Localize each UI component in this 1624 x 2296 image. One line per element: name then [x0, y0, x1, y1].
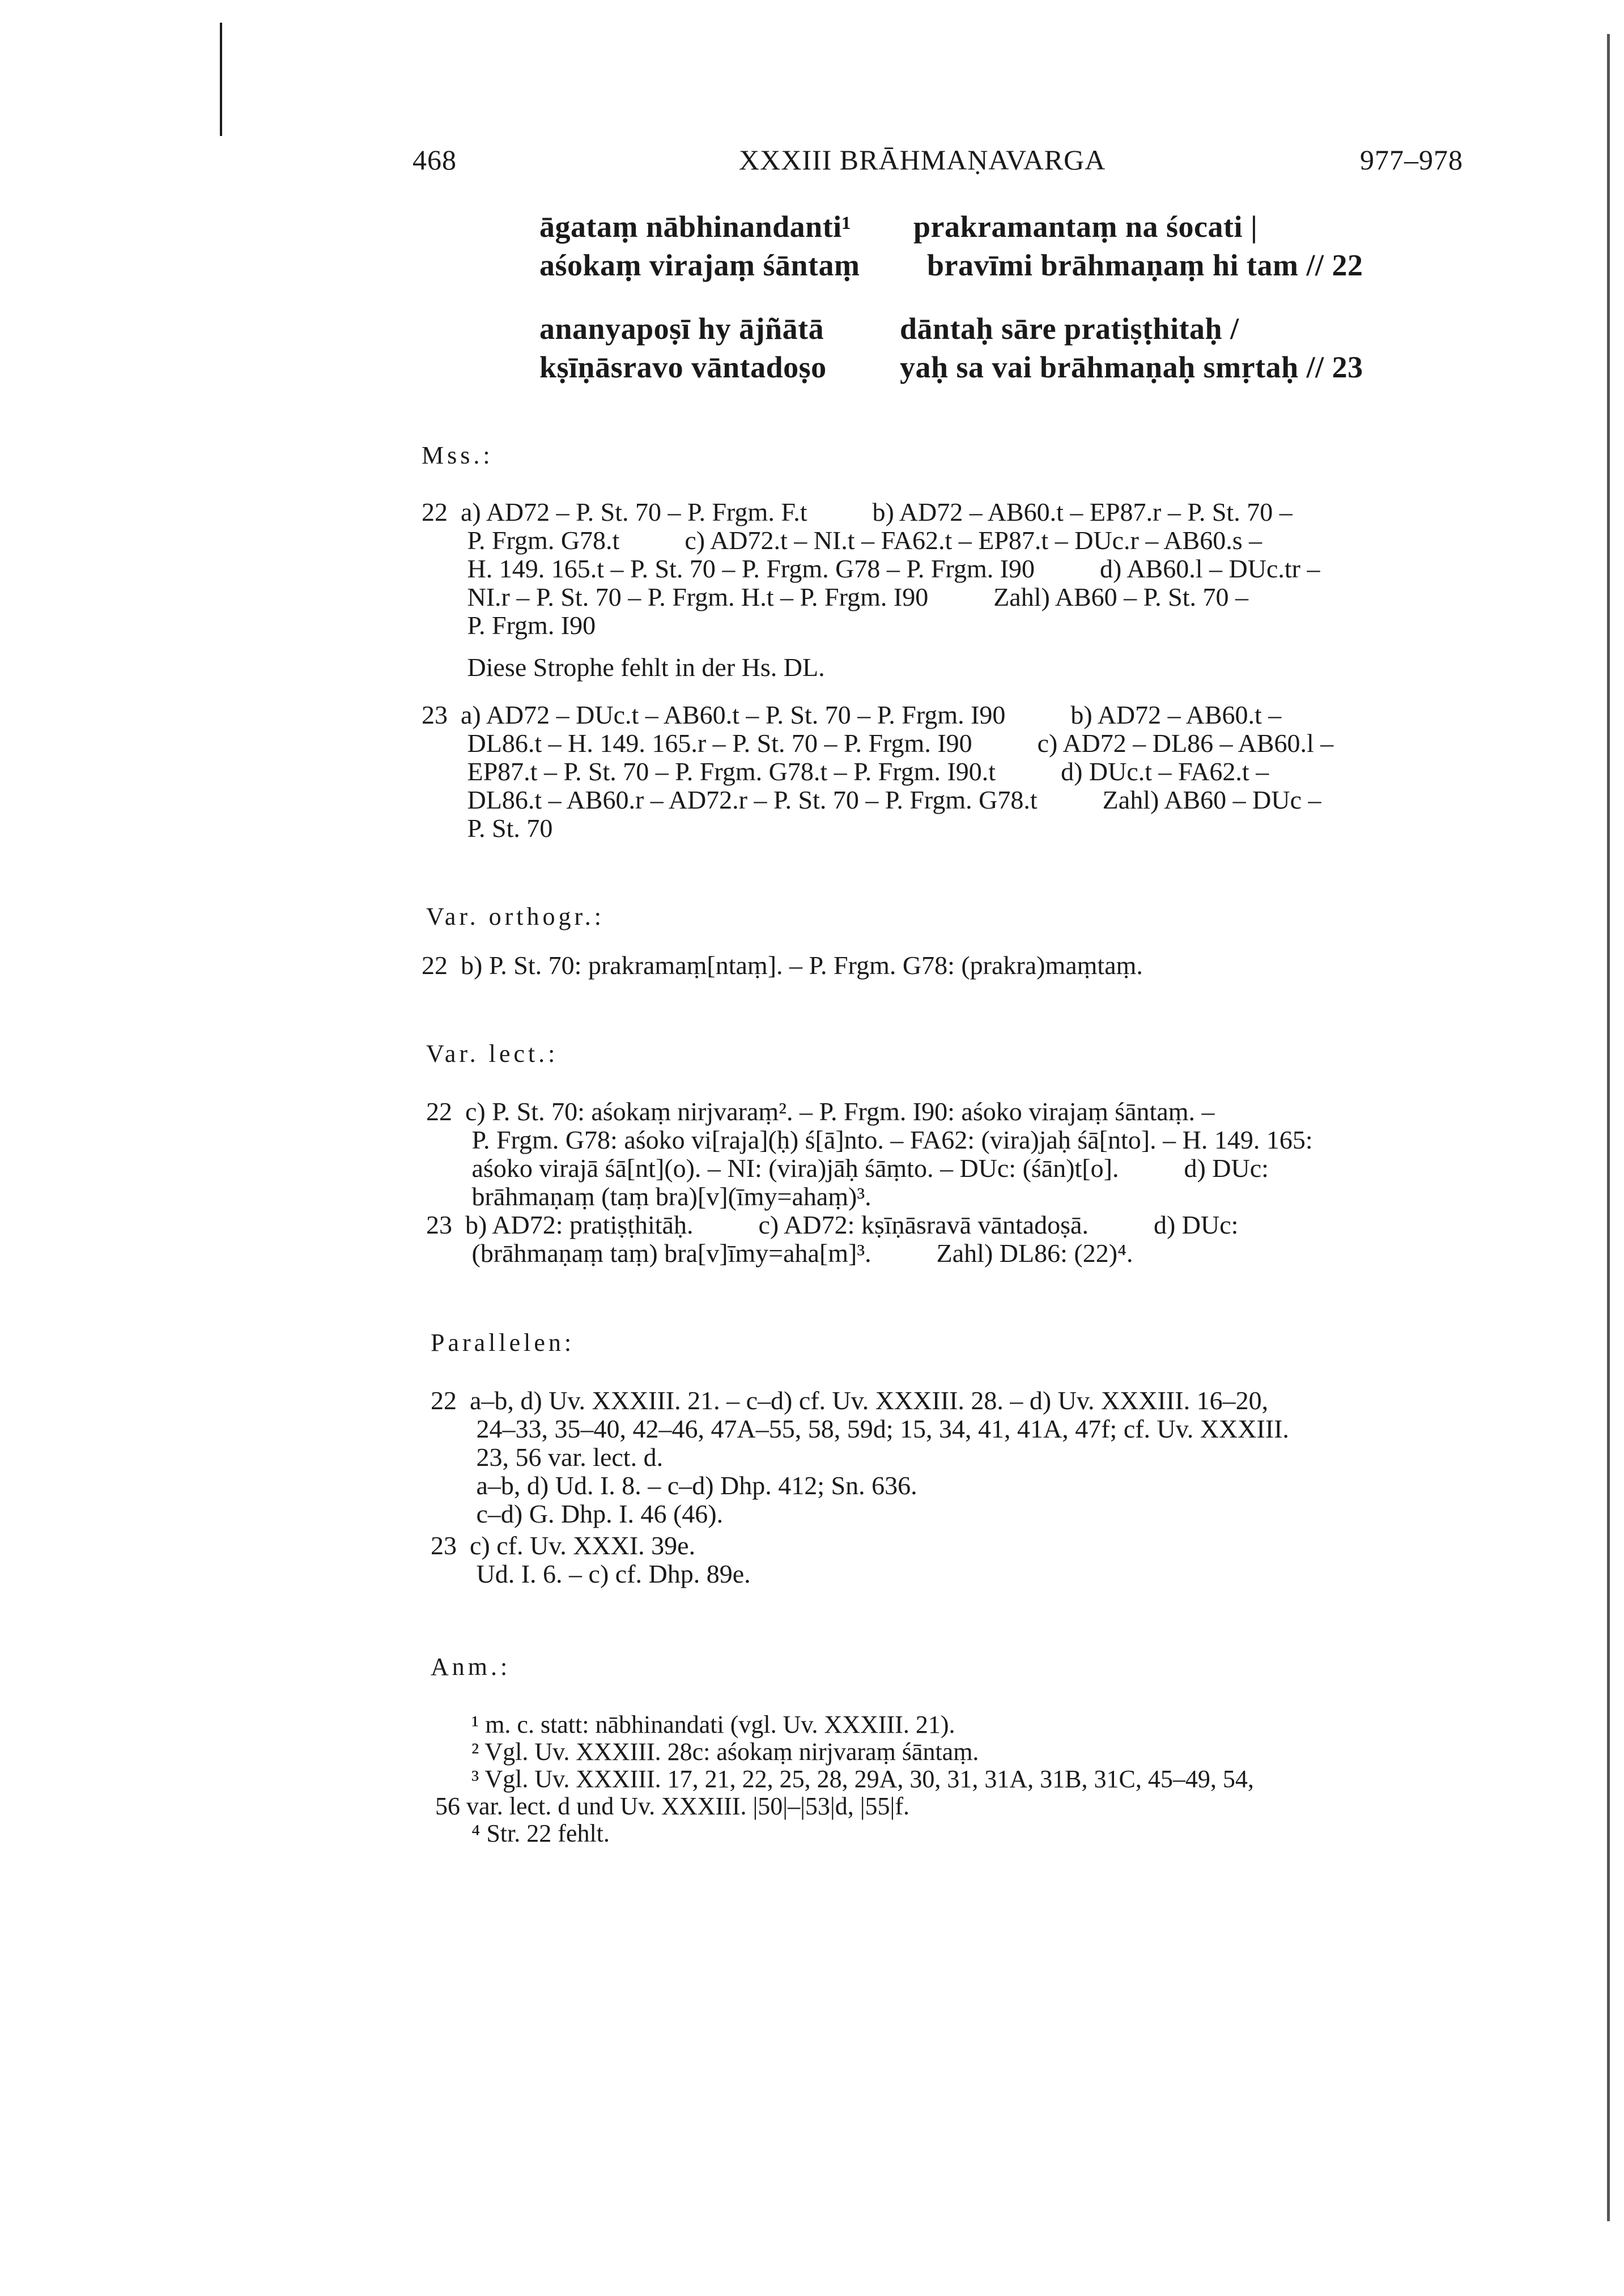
lect-line: aśoko virajā śā[nt](o). – NI: (vira)jāḥ śāṃto. – DUc: (śān)t[o]. d) DUc:: [426, 1154, 1269, 1183]
verse-23-a-left: ananyapoṣī hy ājñātā: [539, 312, 824, 346]
verse-23-b-left: kṣīṇāsravo vāntadoṣo: [539, 350, 827, 384]
parallel-line: 23 c) cf. Uv. XXXI. 39e.: [431, 1531, 696, 1560]
scan-edge-left: [220, 23, 222, 136]
verse-23-a-right: dāntaḥ sāre pratiṣṭhitaḥ /: [900, 312, 1239, 346]
mss-line: DL86.t – AB60.r – AD72.r – P. St. 70 – P. Frgm. G78.t Zahl) AB60 – DUc –: [422, 785, 1321, 814]
mss-line: EP87.t – P. St. 70 – P. Frgm. G78.t – P. Frgm. I90.t d) DUc.t – FA62.t –: [422, 757, 1269, 786]
mss-line: P. Frgm. I90: [422, 611, 596, 640]
lect-line: P. Frgm. G78: aśoko vi[raja](ḥ) ś[ā]nto. – FA62: (vira)jaḥ śā[nto]. – H. 149. 165:: [426, 1125, 1313, 1154]
footnote-line: ⁴ Str. 22 fehlt.: [471, 1819, 610, 1847]
lect-line: (brāhmaṇaṃ taṃ) bra[v]īmy=aha[m]³. Zahl) DL86: (22)⁴.: [426, 1239, 1133, 1268]
section-heading-mss: Mss.:: [422, 441, 494, 469]
verse-22-a-left: āgataṃ nābhinandanti¹: [539, 210, 852, 244]
verse-22-b-left: aśokaṃ virajaṃ śāntaṃ: [539, 248, 860, 282]
mss-line: Diese Strophe fehlt in der Hs. DL.: [422, 653, 825, 682]
mss-line: DL86.t – H. 149. 165.r – P. St. 70 – P. Frgm. I90 c) AD72 – DL86 – AB60.l –: [422, 729, 1334, 758]
mss-line: NI.r – P. St. 70 – P. Frgm. H.t – P. Frgm. I90 Zahl) AB60 – P. St. 70 –: [422, 582, 1249, 611]
verse-range: 977–978: [1360, 144, 1463, 176]
footnote-line: ² Vgl. Uv. XXXIII. 28c: aśokaṃ nirjvaraṃ śāntaṃ.: [471, 1738, 979, 1766]
mss-line: 22 a) AD72 – P. St. 70 – P. Frgm. F.t b) AD72 – AB60.t – EP87.r – P. St. 70 –: [422, 498, 1293, 526]
section-heading-anm: Anm.:: [431, 1653, 511, 1681]
verse-22-a-right: prakramantaṃ na śocati |: [913, 210, 1258, 244]
footnote-line: ¹ m. c. statt: nābhinandati (vgl. Uv. XXXIII. 21).: [471, 1711, 955, 1738]
parallel-line: a–b, d) Ud. I. 8. – c–d) Dhp. 412; Sn. 636.: [431, 1471, 917, 1500]
lect-line: brāhmaṇaṃ (taṃ bra)[v](īmy=ahaṃ)³.: [426, 1182, 871, 1211]
parallel-line: 24–33, 35–40, 42–46, 47A–55, 58, 59d; 15, 34, 41, 41A, 47f; cf. Uv. XXXIII.: [431, 1414, 1289, 1443]
parallel-line: 22 a–b, d) Uv. XXXIII. 21. – c–d) cf. Uv. XXXIII. 28. – d) Uv. XXXIII. 16–20,: [431, 1386, 1269, 1415]
parallel-line: c–d) G. Dhp. I. 46 (46).: [431, 1499, 724, 1528]
footnote-line: 56 var. lect. d und Uv. XXXIII. |50|–|53|d, |55|f.: [435, 1792, 909, 1820]
mss-line: H. 149. 165.t – P. St. 70 – P. Frgm. G78 – P. Frgm. I90 d) AB60.l – DUc.tr –: [422, 554, 1320, 583]
footnote-line: ³ Vgl. Uv. XXXIII. 17, 21, 22, 25, 28, 29A, 30, 31, 31A, 31B, 31C, 45–49, 54,: [471, 1765, 1254, 1793]
mss-line: P. St. 70: [422, 814, 553, 843]
parallel-line: 23, 56 var. lect. d.: [431, 1443, 664, 1472]
scan-edge-right: [1607, 34, 1610, 2221]
mss-line: P. Frgm. G78.t c) AD72.t – NI.t – FA62.t – EP87.t – DUc.r – AB60.s –: [422, 526, 1262, 555]
verse-23-b-right: yaḥ sa vai brāhmaṇaḥ smṛtaḥ // 23: [900, 350, 1363, 384]
page-number: 468: [413, 144, 457, 176]
lect-line: 22 c) P. St. 70: aśokaṃ nirjvaraṃ². – P. Frgm. I90: aśoko virajaṃ śāntaṃ. –: [426, 1097, 1215, 1126]
section-heading-var-lect: Var. lect.:: [426, 1040, 559, 1068]
lect-line: 23 b) AD72: pratiṣṭhitāḥ. c) AD72: kṣīṇāsravā vāntadoṣā. d) DUc:: [426, 1210, 1239, 1239]
section-heading-var-orthogr: Var. orthogr.:: [426, 903, 605, 930]
verse-22-b-right: bravīmi brāhmaṇaṃ hi tam // 22: [927, 248, 1363, 282]
mss-line: 23 a) AD72 – DUc.t – AB60.t – P. St. 70 – P. Frgm. I90 b) AD72 – AB60.t –: [422, 700, 1282, 729]
parallel-line: Ud. I. 6. – c) cf. Dhp. 89e.: [431, 1559, 751, 1588]
chapter-title: XXXIII BRĀHMAṆAVARGA: [739, 144, 1106, 176]
section-heading-parallelen: Parallelen:: [431, 1329, 575, 1357]
orthogr-line: 22 b) P. St. 70: prakramaṃ[ntaṃ]. – P. Frgm. G78: (prakra)maṃtaṃ.: [422, 951, 1143, 980]
